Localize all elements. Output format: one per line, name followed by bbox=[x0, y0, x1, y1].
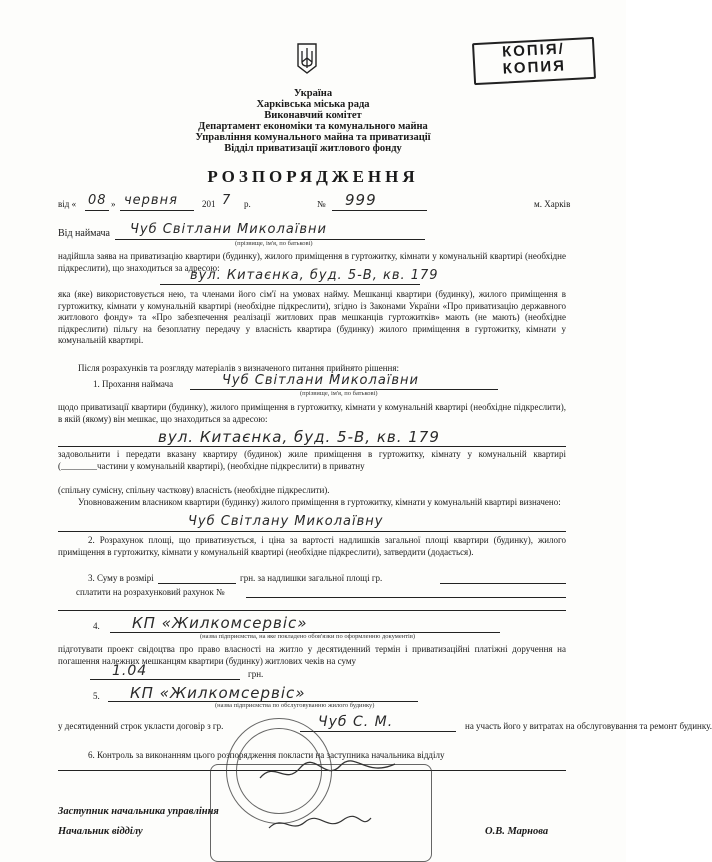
item5-text-b: на участь його у витратах на обслуговування та ремонт будинку. bbox=[465, 721, 712, 731]
date-month: червня bbox=[124, 193, 178, 208]
header-department: Департамент економіки та комунального майна bbox=[198, 121, 428, 132]
paragraph-certificate: підготувати проект свідоцтва про право власності на житло у десятиденний термін і приватизаційні платіжні доручення на погашення належних мешканцям квартири (будинку) житлових чеків на суму bbox=[58, 644, 566, 666]
address-1: вул. Китаєнка, буд. 5-В, кв. 179 bbox=[190, 268, 439, 283]
paragraph-transfer: задовольнити і передати вказану квартиру (будинок) жиле приміщення в гуртожитку, кімнату у комунальній квартирі (________частини у комунальній квартирі), (необхідне підкреслити) в приватну bbox=[58, 449, 566, 471]
copy-stamp: КОПІЯ/ КОПИЯ bbox=[472, 37, 596, 85]
head-title: Начальник відділу bbox=[58, 826, 143, 837]
item5-caption: (назва підприємства по обслуговуванню жилого будинку) bbox=[215, 702, 375, 709]
paragraph-item2: 2. Розрахунок площі, що приватизується, і ціна за вартості надлишків загальної площі квартири (будинку), жилого приміщення в гуртожитку, кімнати у комунальній квартирі (необхідне підкреслити), затвердити (додається). bbox=[58, 535, 566, 557]
signature-1-icon bbox=[255, 756, 405, 788]
item3-b: грн. за надлишки загальної площі гр. bbox=[240, 573, 383, 583]
document-title: РОЗПОРЯДЖЕННЯ bbox=[207, 167, 419, 186]
item5-contract-party: Чуб С. М. bbox=[318, 714, 394, 730]
item1-name: Чуб Світлани Миколаївни bbox=[222, 373, 420, 388]
item5-label: 5. bbox=[93, 691, 100, 701]
date-year-digit: 7 bbox=[222, 193, 232, 208]
item5-company: КП «Жилкомсервіс» bbox=[130, 684, 306, 702]
item3-a: 3. Суму в розмірі bbox=[88, 573, 154, 583]
item4-company: КП «Жилкомсервіс» bbox=[132, 614, 308, 632]
header-division: Відділ приватизації житлового фонду bbox=[224, 143, 402, 154]
date-day: 08 bbox=[88, 193, 107, 208]
tenant-label: Від наймача bbox=[58, 228, 110, 239]
header-council: Харківська міська рада bbox=[256, 99, 370, 110]
paragraph-authorized-owner: Уповноваженим власником квартири (будинку) жилого приміщення в гуртожитку, кімнати у комунальній квартирі визначено: bbox=[78, 497, 561, 507]
deputy-title: Заступник начальника управління bbox=[58, 806, 219, 817]
header-country: Україна bbox=[293, 88, 333, 99]
item4-caption: (назва підприємства, на яке покладено обов'язки по оформленню документів) bbox=[200, 633, 416, 640]
address-2: вул. Китаєнка, буд. 5-В, кв. 179 bbox=[158, 428, 440, 446]
number-value: 999 bbox=[345, 191, 377, 209]
paragraph-application: надійшла заява на приватизацію квартири (будинку), жилого приміщення в гуртожитку, кімнати у комунальній квартирі (необхідне підкреслити), що знаходиться за адресою: bbox=[58, 251, 566, 273]
tenant-name: Чуб Світлани Миколаївни bbox=[130, 222, 328, 237]
item1-label: 1. Прохання наймача bbox=[93, 379, 174, 389]
date-prefix: від « bbox=[58, 199, 77, 209]
head-name: О.В. Марнова bbox=[485, 826, 549, 837]
owner-name: Чуб Світлану Миколаївну bbox=[188, 514, 384, 529]
item6-text: 6. Контроль за виконанням цього розпорядження покласти на заступника начальника відділу bbox=[88, 750, 445, 760]
tenant-caption: (прізвище, ім'я, по батькові) bbox=[235, 240, 313, 247]
header-committee: Виконавчий комітет bbox=[264, 110, 362, 121]
date-mid: » bbox=[111, 199, 116, 209]
number-label: № bbox=[317, 199, 326, 209]
sum-value: 1.04 bbox=[112, 663, 148, 679]
item1-caption: (прізвище, ім'я, по батькові) bbox=[300, 390, 378, 397]
trident-emblem-icon bbox=[296, 42, 318, 74]
paragraph-privatization: щодо приватизації квартири (будинку), жилого приміщення в гуртожитку, кімнати у комунальній квартирі (необхідне підкреслити), в якій (якому) він мешкає, що знаходиться за адресою: bbox=[58, 402, 566, 424]
paragraph-ownership-type: (спільну сумісну, спільну часткову) власність (необхідне підкреслити). bbox=[58, 485, 330, 495]
item3-c: сплатити на розрахунковий рахунок № bbox=[76, 587, 225, 597]
date-year-prefix: 201 bbox=[202, 199, 216, 209]
paragraph-residents: яка (яке) використовується нею, та членами його сім'ї на умовах найму. Мешканці квартири (будинку), жилого приміщення в гуртожитку, кімнати у комунальній квартирі (необхідне підкреслити), згідно із Законами України «Про приватизацію державного житлового фонду» та «Про забезпечення реалізації житлових прав мешканців гуртожитків» мають (не мають) (необхідне підкреслити) пільгу на безоплатну передачу у власність квартира (будинку) жилого приміщення в гуртожитку, кімнати у комунальній квартирі. bbox=[58, 289, 566, 346]
paragraph-decision: Після розрахунків та розгляду матеріалів з визначеного питання прийнято рішення: bbox=[78, 363, 399, 373]
date-year-suffix: р. bbox=[244, 199, 251, 209]
city: м. Харків bbox=[534, 199, 571, 209]
item4-label: 4. bbox=[93, 621, 100, 631]
item5-text-a: у десятиденний строк укласти договір з гр. bbox=[58, 721, 224, 731]
header-directorate: Управління комунального майна та приватизації bbox=[195, 132, 431, 143]
sum-unit: грн. bbox=[248, 669, 264, 679]
signature-2-icon bbox=[265, 812, 375, 836]
